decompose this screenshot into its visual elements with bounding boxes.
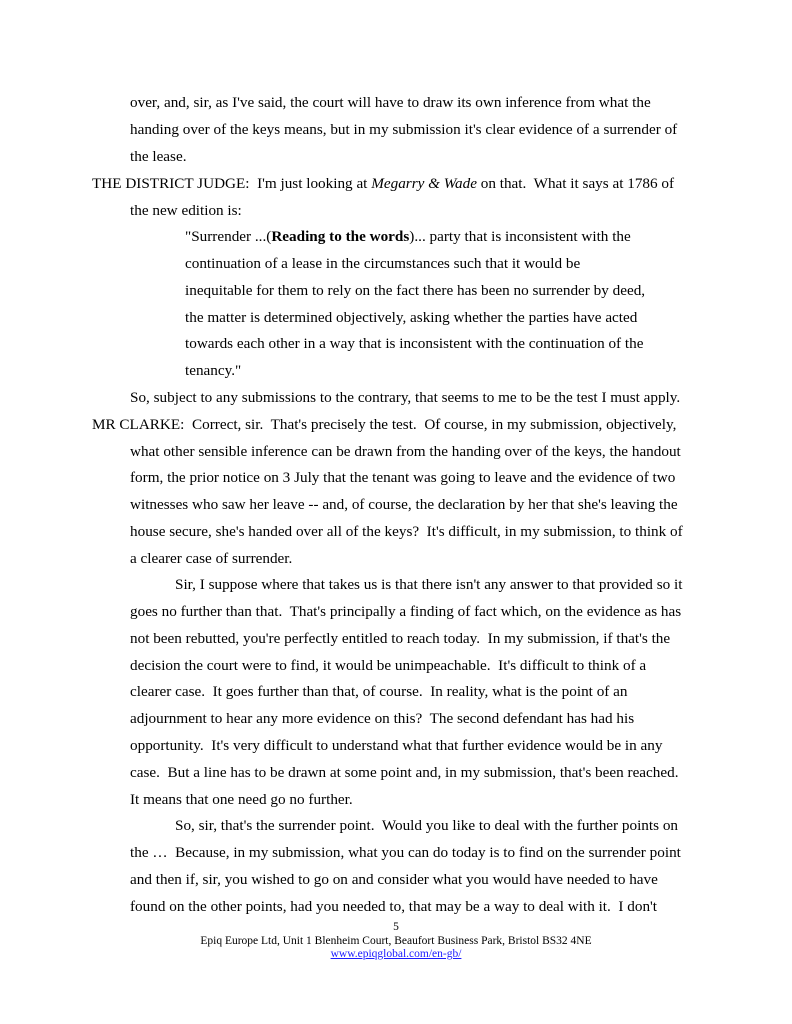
quote-line: the matter is determined objectively, asking whether the parties have acted [185,309,638,326]
transcript-line: found on the other points, had you needed to, that may be a way to deal with it. I don't [130,898,658,915]
transcript-line: the lease. [130,148,187,165]
transcript-line: the new edition is: [130,202,242,219]
footer-company-line: Epiq Europe Ltd, Unit 1 Blenheim Court, Beaufort Business Park, Bristol BS32 4NE [200,935,592,947]
transcript-line: witnesses who saw her leave -- and, of course, the declaration by her that she's leaving the [130,496,678,513]
transcript-line: over, and, sir, as I've said, the court will have to draw its own inference from what the [130,94,651,111]
paragraph-start-line: So, sir, that's the surrender point. Would you like to deal with the further points on [175,817,679,834]
reading-note: Reading to the words [271,228,410,245]
quote-line [185,228,631,246]
speaker-text: THE DISTRICT JUDGE: I'm just looking at [92,175,372,192]
transcript-line: not been rebutted, you're perfectly entitled to reach today. In my submission, if that's the [130,630,671,647]
transcript-line: opportunity. It's very difficult to understand what that further evidence would be in any [130,737,663,754]
transcript-line: what other sensible inference can be drawn from the handing over of the keys, the handout [130,443,681,460]
quote-line: inequitable for them to rely on the fact there has been no surrender by deed, [185,282,646,299]
judge-speaker-line [92,175,674,193]
transcript-line: handing over of the keys means, but in my submission it's clear evidence of a surrender of [130,121,678,138]
transcript-line: It means that one need go no further. [130,791,353,808]
transcript-line: adjournment to hear any more evidence on this? The second defendant has had his [130,710,635,727]
transcript-line: decision the court were to find, it would be unimpeachable. It's difficult to think of a [130,657,647,674]
transcript-line: the … Because, in my submission, what you can do today is to find on the surrender point [130,844,681,861]
transcript-line: goes no further than that. That's principally a finding of fact which, on the evidence as has [130,603,682,620]
page-number: 5 [393,921,399,933]
quote-line: tenancy." [185,362,242,379]
footer-website-link[interactable]: www.epiqglobal.com/en-gb/ [330,948,462,960]
clarke-speaker-line: MR CLARKE: Correct, sir. That's precisely the test. Of course, in my submission, objectively, [92,416,677,433]
transcript-line: case. But a line has to be drawn at some point and, in my submission, that's been reached. [130,764,679,781]
speaker-text-cont: on that. What it says at 1786 of [476,175,675,192]
transcript-line: house secure, she's handed over all of the keys? It's difficult, in my submission, to think of [130,523,683,540]
quote-start: "Surrender ...( [185,228,272,245]
paragraph-start-line: Sir, I suppose where that takes us is that there isn't any answer to that provided so it [175,576,683,593]
transcript-line: a clearer case of surrender. [130,550,293,567]
transcript-line: and then if, sir, you wished to go on and consider what you would have needed to have [130,871,658,888]
footer-link-row [0,948,792,961]
book-title: Megarry & Wade [371,175,477,192]
transcript-line: clearer case. It goes further than that, of course. In reality, what is the point of an [130,683,628,700]
quote-cont: )... party that is inconsistent with the [409,228,631,245]
transcript-line: form, the prior notice on 3 July that the tenant was going to leave and the evidence of two [130,469,676,486]
quote-line: continuation of a lease in the circumstances such that it would be [185,255,581,272]
transcript-line: So, subject to any submissions to the contrary, that seems to me to be the test I must apply. [130,389,681,406]
quote-line: towards each other in a way that is inconsistent with the continuation of the [185,335,644,352]
